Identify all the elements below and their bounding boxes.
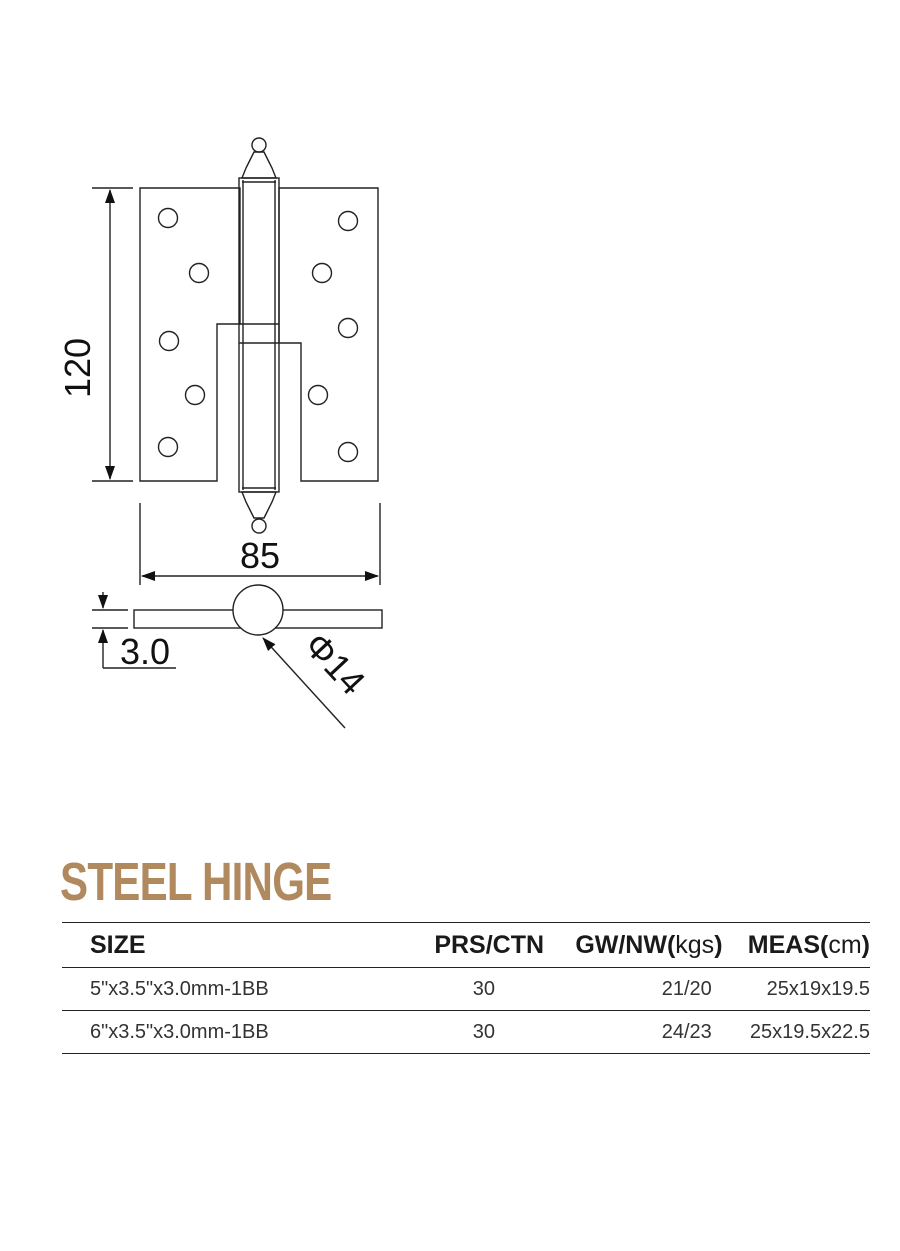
- screw-hole: [160, 332, 179, 351]
- left-leaf: [140, 188, 240, 481]
- cell-size: 6"x3.5"x3.0mm-1BB: [62, 1011, 358, 1054]
- cell-meas: 25x19.5x22.5: [748, 1011, 870, 1054]
- bottom-finial: [242, 492, 276, 518]
- screw-hole: [313, 264, 332, 283]
- top-finial: [242, 152, 276, 178]
- header-meas: MEAS(cm): [748, 923, 870, 968]
- cell-gw-nw: 21/20: [550, 968, 748, 1011]
- screw-hole: [159, 438, 178, 457]
- width-label: 85: [239, 535, 281, 576]
- diameter-label: Φ14: [296, 624, 374, 703]
- screw-hole: [190, 264, 209, 283]
- product-title: STEEL HINGE: [60, 852, 332, 912]
- spec-table: [62, 922, 870, 1054]
- header-prs-ctn: PRS/CTN: [358, 923, 550, 968]
- header-gw-nw: GW/NW(kgs): [550, 923, 748, 968]
- screw-hole: [339, 212, 358, 231]
- cell-size: 5"x3.5"x3.0mm-1BB: [62, 968, 358, 1011]
- screw-hole: [186, 386, 205, 405]
- screw-hole: [339, 443, 358, 462]
- cell-prs-ctn: 30: [358, 968, 550, 1011]
- table-row: [62, 968, 870, 1011]
- header-size: SIZE: [62, 923, 358, 968]
- screw-hole: [339, 319, 358, 338]
- cell-gw-nw: 24/23: [550, 1011, 748, 1054]
- thickness-label: 3.0: [120, 631, 171, 672]
- cell-meas: 25x19x19.5: [748, 968, 870, 1011]
- right-leaf: [279, 188, 378, 481]
- cell-prs-ctn: 30: [358, 1011, 550, 1054]
- table-row: [62, 1011, 870, 1054]
- side-view-knuckle: [233, 585, 283, 635]
- hinge-knuckle: [239, 178, 279, 492]
- screw-hole: [309, 386, 328, 405]
- screw-hole: [159, 209, 178, 228]
- height-label: 120: [57, 337, 98, 399]
- table-header-row: [62, 923, 870, 968]
